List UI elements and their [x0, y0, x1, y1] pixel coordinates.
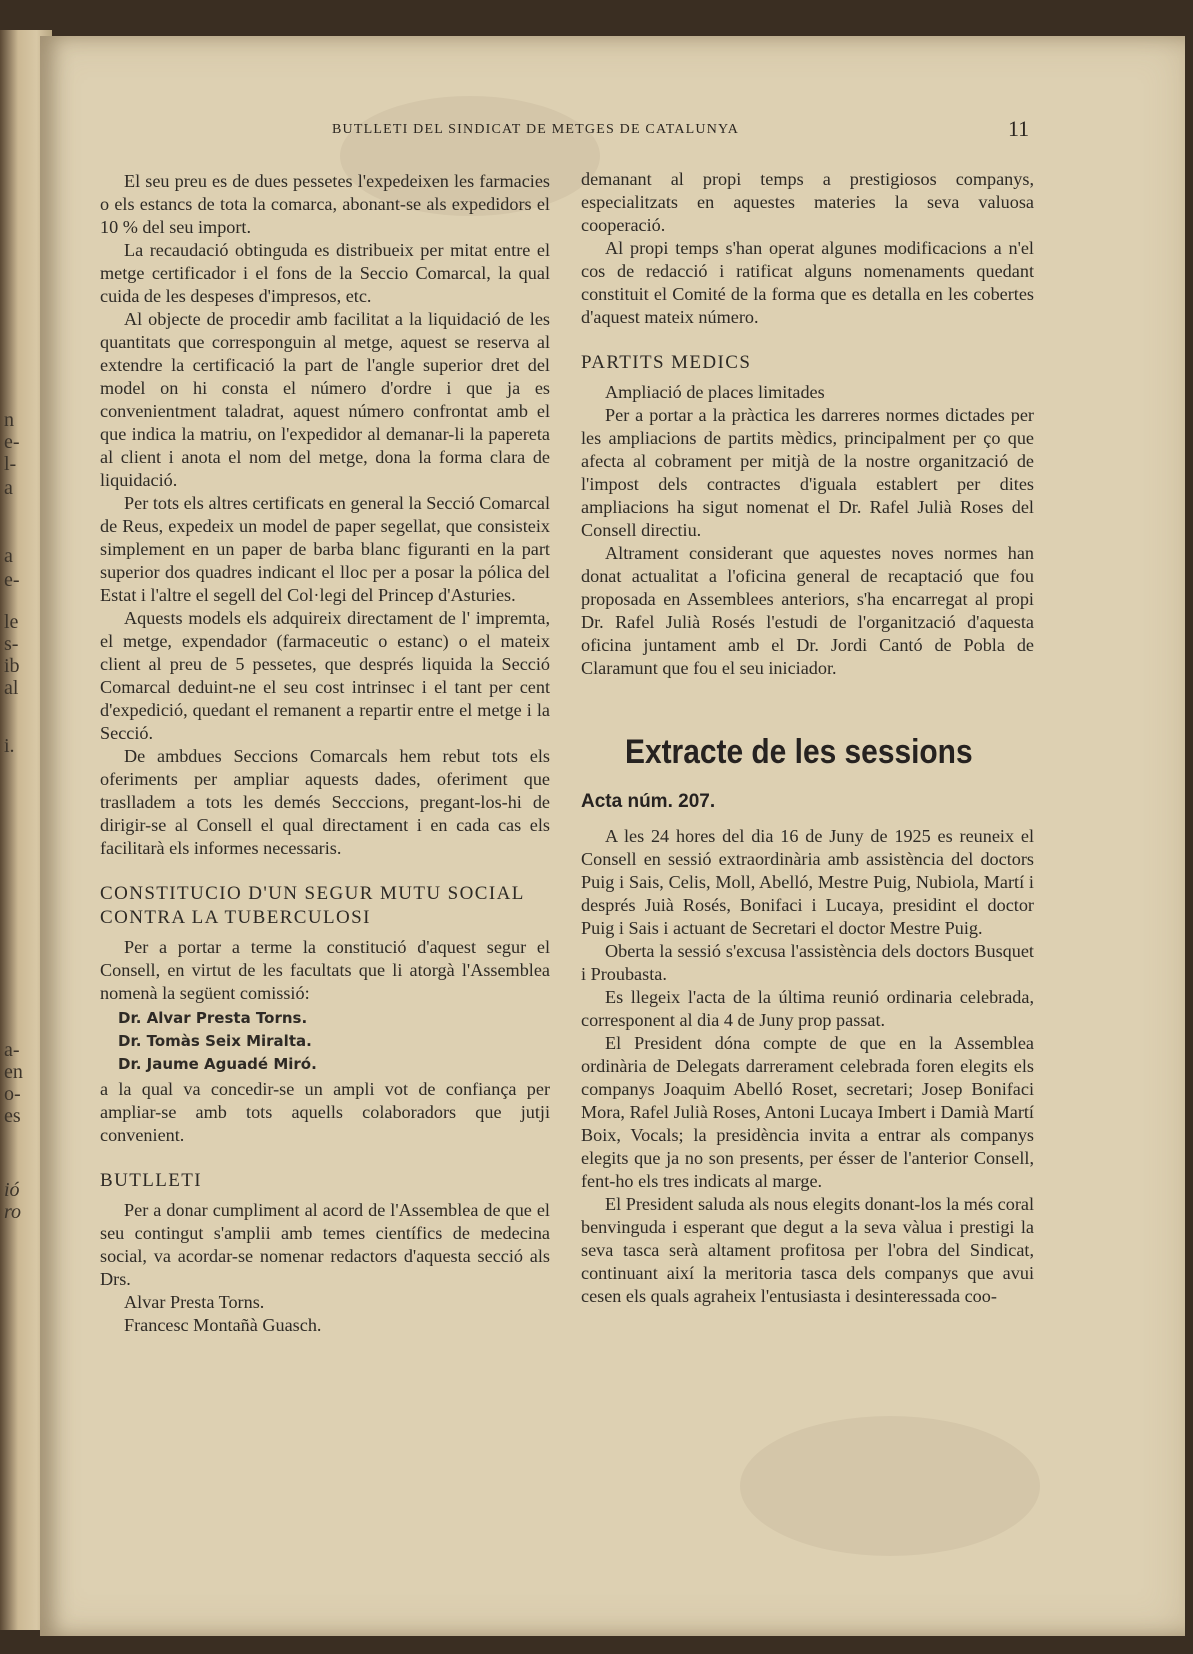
- paragraph: A les 24 hores del dia 16 de Juny de 1925 es reuneix el Consell en sessió extraordinària amb assistència del doctors Puig i Sais, Celis, Moll, Abelló, Mestre Puig, Nubiola, Martí i després Juià Rosés, Bonifaci i Lucaya, presidint el doctor Puig i Sais i actuant de Secretari el doctor Mestre Puig.: [581, 826, 1034, 938]
- spine-fragment: s-: [4, 633, 19, 655]
- paragraph: El seu preu es de dues pessetes l'expedeixen les farmacies o els estancs de tota la comarca, abonant-se als expedidors el 10 % del seu import.: [100, 171, 550, 237]
- paragraph: La recaudació obtinguda es distribueix per mitat entre el metge certificador i el fons de la Seccio Comarcal, la qual cuida de les despeses d'impresos, etc.: [100, 240, 550, 306]
- paragraph: Per a portar a la pràctica les darreres normes dictades per les ampliacions de partits mèdics, principalment per ço que afecta al cobrament per mitjà de la nostre organització de l'impost dels contractes d'iguala establert per dites ampliacions ha sigut nomenat el Dr. Rafel Julià Roses del Consell directiu.: [581, 405, 1034, 540]
- acta-heading: Acta núm. 207.: [581, 791, 716, 812]
- spine-fragment: e-: [4, 569, 20, 591]
- paragraph: Al propi temps s'han operat algunes modificacions a n'el cos de redacció i ratificat alguns nomenaments quedant constituit el Comité de la forma que es detalla en les cobertes d'aquest mateix número.: [581, 238, 1034, 327]
- spine-fragment: en: [4, 1061, 23, 1083]
- spine-fragment: es: [4, 1105, 21, 1127]
- redactor-name: Alvar Presta Torns.: [124, 1292, 265, 1312]
- paragraph: Al objecte de procedir amb facilitat a la liquidació de les quantitats que corresponguin al metge, aquest se reserva al extendre la certificació la part de l'angle superior dret del model on hi consta el número d'ordre i que ja es convenientment taladrat, aquest número confrontat amb el que indica la matriu, on l'expedidor al demanar-li la papereta al client i anota el nom del metge, dona la forma clara de liquidació.: [100, 309, 550, 490]
- paragraph: a la qual va concedir-se un ampli vot de confiança per ampliar-se amb tots aquells colaboradors que jutji convenient.: [100, 1079, 550, 1145]
- paragraph: Per tots els altres certificats en general la Secció Comarcal de Reus, expedeix un model de paper segellat, que consisteix simplement en un paper de barba blanc figuranti en la part superior dos quadres indicant el lloc per a posar la pólica del Estat i l'altre el segell del Col·legi del Princep d'Asturies.: [100, 493, 550, 605]
- member-name: Dr. Jaume Aguadé Miró.: [118, 1055, 317, 1073]
- member-name: Dr. Tomàs Seix Miralta.: [118, 1032, 312, 1050]
- subsection-heading: Ampliació de places limitades: [605, 382, 825, 402]
- spine-fragment: l-: [4, 453, 17, 475]
- paragraph: Oberta la sessió s'excusa l'assistència dels doctors Busquet i Proubasta.: [581, 941, 1034, 984]
- section-heading: CONSTITUCIO D'UN SEGUR MUTU SOCIAL CONTRA LA TUBERCULOSI: [100, 883, 524, 928]
- paragraph: El President dóna compte de que en la Assemblea ordinària de Delegats darrerament celebrada foren elegits els companys Joaquim Abelló Roset, secretari; Josep Bonifaci Mora, Rafel Julià Roses, Antoni Lucaya Imbert i Damià Martí Boix, Vocals; la presidència invita a entrar als companys elegits que ja no son presents, per ésser de l'anterior Consell, fent-ho els tres indicats al marge.: [581, 1033, 1034, 1191]
- spine-fragment: e-: [4, 431, 20, 453]
- spine-fragment: i.: [4, 735, 15, 757]
- page-number: 11: [1008, 116, 1030, 141]
- spine-fragment: o-: [4, 1083, 21, 1105]
- spine-fragment: a: [4, 545, 13, 567]
- paragraph: Per a donar cumpliment al acord de l'Assemblea de que el seu contingut s'amplii amb temes científics de medecina social, va acordar-se nomenar redactors d'aquesta secció als Drs.: [100, 1200, 550, 1289]
- redactor-name: Francesc Montañà Guasch.: [124, 1315, 322, 1335]
- right-column: [581, 168, 1034, 1308]
- section-main-title: Extracte de les sessions: [625, 733, 973, 771]
- paper-stain: [740, 1416, 1040, 1556]
- paragraph: El President saluda als nous elegits donant-los la més coral benvinguda i esperant que degut a la seva vàlua i prestigi la seva tasca serà altament profitosa per l'obra del Sindicat, continuant així la meritoria tasca dels companys que avui cesen els quals agraheix l'entusiasta i desinteressada coo-: [581, 1194, 1034, 1306]
- paragraph: De ambdues Seccions Comarcals hem rebut tots els oferiments per ampliar aquests dades, oferiment que traslladem a tots les demés Secccions, pregant-los-hi de dirigir-se al Consell el qual directament i en cada cas els facilitarà els informes necessaris.: [100, 746, 550, 858]
- paragraph: Altrament considerant que aquestes noves normes han donat actualitat a l'oficina general de recaptació que fou proposada en Assemblees anteriors, s'ha encarregat al propi Dr. Rafel Julià Rosés l'estudi de l'organització d'aquesta oficina juntament amb el Dr. Jordi Cantó de Pobla de Claramunt que fou el seu iniciador.: [581, 543, 1034, 678]
- spine-fragment: ió: [4, 1179, 20, 1201]
- commission-members: [118, 1007, 550, 1076]
- section-heading: PARTITS MEDICS: [581, 352, 752, 373]
- paragraph: Es llegeix l'acta de la última reunió ordinaria celebrada, corresponent al dia 4 de Juny prop passat.: [581, 987, 1034, 1030]
- spine-fragment: n: [4, 409, 14, 431]
- spine-fragment: ro: [4, 1201, 22, 1223]
- paragraph: Aquests models els adquireix directament de l' impremta, el metge, expendador (farmaceutic o estanc) o el mateix client al preu de 5 pessetes, que després liquida la Secció Comarcal deduint-ne el seu cost intrinsec i el tant per cent d'expedició, quedant el remanent a repartir entre el metge i la Secció.: [100, 608, 550, 743]
- paragraph: demanant al propi temps a prestigiosos companys, especialitzats en aquestes materies la seva valuosa cooperació.: [581, 169, 1034, 235]
- spine-fragment: a: [4, 477, 13, 499]
- spine-fragment: le: [4, 611, 19, 633]
- spine-fragment: a-: [4, 1039, 20, 1061]
- member-name: Dr. Alvar Presta Torns.: [118, 1009, 308, 1027]
- left-column: [100, 170, 550, 1337]
- running-header: BUTLLETI DEL SINDICAT DE METGES DE CATALUNYA: [332, 122, 740, 137]
- paragraph: Per a portar a terme la constitució d'aquest segur el Consell, en virtut de les facultats que li atorgà l'Assemblea nomenà la següent comissió:: [100, 937, 550, 1003]
- spine-fragment: al: [4, 677, 19, 699]
- spine-fragment: ib: [4, 655, 20, 677]
- section-heading: BUTLLETI: [100, 1170, 202, 1191]
